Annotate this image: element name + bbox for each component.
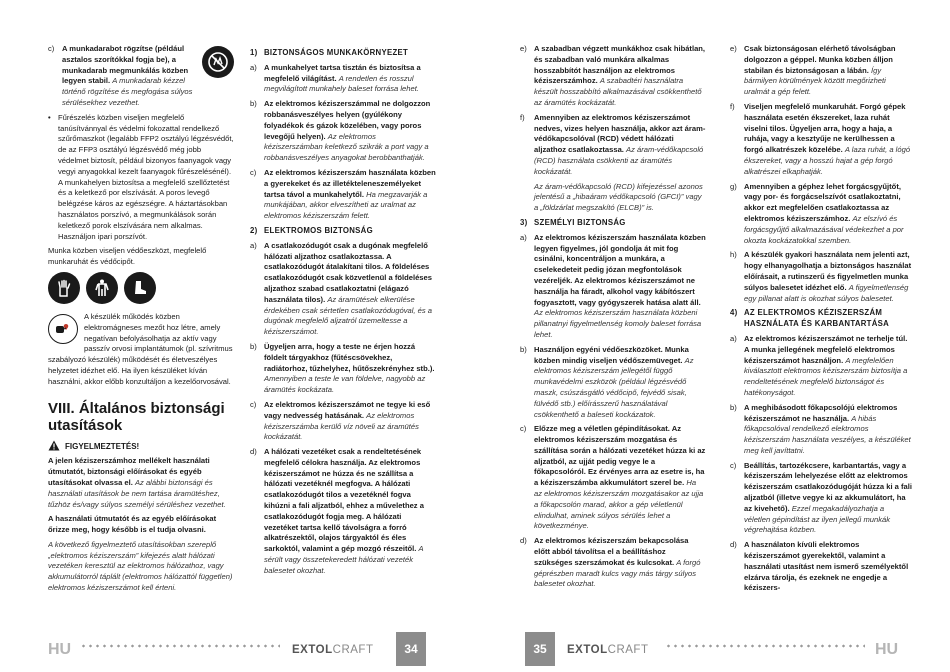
bullet-dot: •: [48, 112, 51, 122]
brand-logo: [292, 644, 373, 656]
item-2c: [250, 400, 436, 443]
item-label: e): [730, 44, 737, 53]
item-bold-text: A hálózati vezetéket csak a rendeltetésének megfelelő célokra használja. Az elektromos kéziszerszámot ne húzza és ne szállítsa a hálózati vezetéknél megfogva. A hálózati csatlakozódugót tilos a vezetéknél fogva kihúzni a fali aljzatból, ehhez a művelethez a csatlakozódugót fogja meg. A hálózati vezetéket tartsa kellő távolságra a forró alkatrészektől, olajos tárgyaktól és éles sarkoktól, valamint a gép mozgó részeitől.: [264, 447, 424, 554]
item-2e: [520, 44, 706, 109]
column-3: [520, 44, 706, 624]
item-1a: [250, 63, 436, 95]
item-italic-text: Az elektromos kéziszerszámban keletkező szikrák a port vagy a robbanásveszélyes anyagokat berobbanthatják.: [264, 131, 429, 163]
item-bold-text: A készülék gyakori használata nem jelenti azt, hogy elhanyagolhatja a biztonságos használat előírásait, a rutinszerű és figyelmetlen munka súlyos balesetet idézhet elő.: [744, 250, 912, 292]
bullet-dust: [48, 113, 234, 243]
item-italic-text: A hibás főkapcsolóval rendelkező elektromos kéziszerszám használata veszélyes, a készüléket meg kell javíttatni.: [744, 413, 911, 455]
boots-icon: [124, 272, 156, 304]
coverall-icon: [86, 272, 118, 304]
warning-label: FIGYELMEZTETÉS!: [65, 441, 140, 451]
item-italic-text: Ha megzavarják a munkájában, akkor elveszítheti az uralmat az elektromos kéziszerszám felett.: [264, 189, 428, 221]
item-italic-text: A figyelmetlenség egy pillanat alatt is okozhat súlyos balesetet.: [744, 282, 909, 303]
item-c: [48, 44, 234, 109]
item-1b: [250, 99, 436, 164]
item-label: b): [250, 341, 257, 351]
item-bold-text: A csatlakozódugót csak a dugónak megfelelő hálózati aljzathoz csatlakoztassa. A csatlakozódugót átalakítani tilos. A földeléses csatlakozódugót csak közvetlenül a földeléses aljzathoz szabad csatlakoztatni (elágazó használata tilos).: [264, 240, 432, 304]
item-label: d): [730, 540, 737, 550]
item-2a: [250, 241, 436, 338]
item-label: c): [730, 460, 737, 470]
item-label: h): [730, 250, 737, 260]
item-label: a): [250, 240, 257, 250]
item-label: b): [520, 344, 527, 354]
gloves-icon: [48, 272, 80, 304]
item-bold-text: Az elektromos kéziszerszámot ne terhelje túl. A munka jellegének megfelelő elektromos kéziszerszámot használjon.: [744, 333, 908, 365]
warning-heading: [48, 440, 234, 455]
item-italic-text: Így bármilyen körülmények között megőrizheti uralmát a gép felett.: [744, 65, 886, 97]
right-page: [475, 0, 950, 672]
item-1c: [250, 168, 436, 222]
section-4-heading: [730, 308, 912, 330]
protective-text: Munka közben viseljen védőeszközt, megfelelő munkaruhát és védőcipőt.: [48, 246, 207, 267]
language-code: HU: [875, 641, 899, 658]
item-label: b): [250, 99, 257, 109]
item-label: a): [250, 62, 257, 72]
item-italic-text: A szabadtéri használatra készült hosszabbító alkalmazásával csökkenthető az áramütés kockázatát.: [534, 76, 702, 107]
implant-warning: [48, 312, 234, 392]
item-label: d): [250, 447, 257, 457]
item-italic-text: A munkadarab kézzel történő rögzítése és megfogása súlyos sérülésekhez vezethet.: [62, 76, 193, 107]
section-number: 2): [250, 225, 258, 235]
brand-name: EXTOL: [292, 644, 333, 656]
warning-bold-text: A jelen kéziszerszámhoz mellékelt használati útmutatót, biztonsági előírásokat és egyéb utasításokat olvassa el.: [48, 456, 210, 487]
item-bold-text: Amennyiben a géphez lehet forgácsgyűjtőt, vagy por- és forgácselszívót csatlakoztatni, akkor ezt megfelelően csatlakoztassa az elektromos kéziszerszámhoz.: [744, 181, 901, 223]
item-bold-text: Az elektromos kéziszerszámmal ne dolgozzon robbanásveszélyes helyen (gyúlékony folyadékok és gázok közelében, vagy poros levegőjű helyen).: [264, 99, 431, 141]
item-label: c): [48, 44, 55, 53]
item-italic-text: A laza ruhát, a lógó ékszereket, vagy a hosszú hajat a gép forgó alkatrészei elkaphatják.: [744, 145, 911, 176]
item-italic-text: Az elszívó és forgácsgyűjtő alkalmazásával védekezhet a por okozta kockázatokkal szemben.: [744, 213, 904, 245]
pacemaker-icon: [48, 314, 78, 344]
implant-text: A készülék működés közben elektromágneses mezőt hoz létre, amely negatívan befolyásolhatja az aktív vagy passzív orvosi implantátumok (pl. szívritmus szabályozó készülék) működését és életveszélyes helyzetet idézhet elő. Ha ilyen készüléket kíván használni, akkor előbb konzultáljon a kezelőorvosával.: [48, 311, 233, 386]
item-4b: [730, 403, 912, 457]
column-2: [250, 44, 436, 624]
section-title-text: AZ ELEKTROMOS KÉZISZERSZÁM HASZNÁLATA ÉS KARBANTARTÁSA: [744, 308, 890, 329]
item-italic-text: Az elektromos kéziszerszám jellegétől függő munkavédelmi eszközök (például légzésvédő maszk, csúszásgátló védőcipő, fejvédő sisak, fülvédő stb.) előírásszerű használatával csökkenthető a baleseti kockázatok.: [534, 355, 694, 419]
section-number: 3): [520, 217, 528, 227]
language-code: HU: [48, 641, 72, 658]
item-3h: [730, 250, 912, 304]
item-label: b): [730, 402, 737, 412]
item-bold-text: Előzze meg a véletlen gépindításokat. Az elektromos kéziszerszám mozgatása és szállítása során a hálózati vezetéket húzza ki az aljzatból, az ujját pedig vegye le a főkapcsolóról. Ez érvényes arra az esetre is, ha a kéziszerszámba akkumulátort szerel be.: [534, 424, 706, 488]
item-italic-text: Az áram-védőkapcsoló (RCD) használata csökkenti az áramütés kockázatát.: [534, 145, 704, 176]
item-bold-text: A szabadban végzett munkákhoz csak hibátlan, és szabadban való munkára alkalmas hosszabbítót használjon az elektromos kéziszerszámhoz.: [534, 44, 706, 86]
item-label: f): [730, 101, 735, 111]
item-label: e): [520, 44, 527, 53]
definition-text: A következő figyelmeztető utasításokban szereplő „elektromos kéziszerszám” kifejezés alatt hálózati vezetéken keresztül az elektromos hálózathoz, vagy akkumulátorról táplált (elektromos hálózattól független) elektromos kéziszerszámot kell érteni.: [48, 539, 233, 593]
section-3-heading: [520, 218, 706, 229]
item-2f: [520, 113, 706, 214]
item-4a: [730, 334, 912, 399]
item-label: g): [730, 181, 737, 191]
item-4d: [730, 540, 912, 594]
item-italic-text: Az elektromos kéziszerszám használata közbeni pillanatnyi figyelmetlenség komoly baleset forrása lehet.: [534, 308, 702, 339]
item-label: a): [520, 232, 527, 242]
item-bold-text: Csak biztonságosan elérhető távolságban dolgozzon a géppel. Munka közben álljon stabilan és biztonságosan a lábán.: [744, 44, 896, 75]
item-3e: [730, 44, 912, 98]
footer-dots: [665, 644, 865, 648]
item-italic-text: Az áramütések elkerülése érdekében csak sértetlen csatlakozódugóval, és a dugónak megfelelő aljzatról üzemeltesse a kéziszerszámot.: [264, 294, 433, 337]
item-label: c): [250, 399, 257, 409]
item-bold-text: Ügyeljen arra, hogy a teste ne érjen hozzá földelt tárgyakhoz (fűtéscsövekhez, radiátorhoz, tűzhelyhez, hűtőszekrényhez stb.).: [264, 341, 435, 373]
column-4: [730, 44, 912, 624]
ppe-icons: [48, 272, 234, 304]
warning-triangle-icon: [48, 440, 60, 455]
item-italic-text: A megfelelően kiválasztott elektromos kéziszerszám biztosítja a rendeltetésének megfelelő biztonságot és hatékonyságot.: [744, 355, 908, 397]
item-bold-text: Az elektromos kéziszerszám bekapcsolása előtt abból távolítsa el a beállításhoz szükséges szerszámokat és kulcsokat.: [534, 536, 689, 567]
item-bold-text: Amennyiben az elektromos kéziszerszámot nedves, vizes helyen használja, akkor azt áram-védőkapcsolóval (RCD) védett hálózati aljzathoz csatlakoztassa.: [534, 112, 706, 155]
section-number: 1): [250, 48, 258, 57]
section-1-heading: [250, 48, 436, 59]
item-bold-text: Az elektromos kéziszerszámot ne tegye ki eső vagy nedvesség hatásának.: [264, 399, 431, 420]
footer-dots: [80, 644, 280, 648]
item-3g: [730, 182, 912, 247]
item-bold-text: Beállítás, tartozékcsere, karbantartás, vagy a kéziszerszám lehelyezése előtt az elektromos kéziszerszám csatlakozódugóját húzza ki a fali aljzatból (illetve vegye ki az akkumulátort, ha az kivehető).: [744, 460, 912, 513]
section-title: VIII. Általános biztonsági utasítások: [48, 399, 225, 434]
item-2b: [250, 342, 436, 396]
item-3d: [520, 536, 706, 590]
section-title-text: SZEMÉLYI BIZTONSÁG: [534, 217, 626, 227]
item-bold-text: Az elektromos kéziszerszám használata közben legyen figyelmes, jól gondolja át mit fog csinálni, koncentráljon a munkára, a cselekedeteit pedig józan megfontolások vezéreljék. Az elektromos kéziszerszámot ne használja ha fáradt, alkohol vagy kábítószert fogyasztott, vagy gyógyszerek hatása alatt áll.: [534, 232, 706, 307]
item-2d: [250, 447, 436, 577]
section-number: 4): [730, 308, 738, 318]
item-italic-text: A rendetlen és rosszul megvilágított munkahely baleset forrása lehet.: [264, 73, 419, 94]
section-2-heading: [250, 226, 436, 237]
item-3c: [520, 424, 706, 532]
page-number: 35: [525, 632, 555, 666]
section-title-text: BIZTONSÁGOS MUNKAKÖRNYEZET: [264, 48, 409, 57]
item-bold-text: Viseljen megfelelő munkaruhát. Forgó gépek használata esetén ékszereket, laza ruhát viselni tilos. Ügyeljen arra, hogy a haja, a ruhája, vagy a kesztyűje ne kerülhessen a forgó alkatrészek közelébe.: [744, 101, 906, 155]
no-hands-icon: [202, 46, 234, 78]
item-note-text: Az áram-védőkapcsoló (RCD) kifejezéssel azonos jelentésű a „hibaáram védőkapcsoló (GFCI)” vagy a „földzárlat megszakító (ELCB)” is.: [534, 181, 703, 213]
brand-name: EXTOL: [567, 644, 608, 656]
item-bold-text: A munkadarabot rögzítse (például asztalos szorítókkal fogja be), a munkadarab megmunkálás közben legyen stabil.: [62, 44, 189, 86]
item-label: f): [520, 112, 525, 122]
item-label: a): [730, 333, 737, 343]
item-bold-text: A munkahelyet tartsa tisztán és biztosítsa a megfelelő világítást.: [264, 62, 421, 83]
item-3f: [730, 102, 912, 178]
item-label: c): [520, 424, 527, 434]
keep-manual-text: A használati útmutatót és az egyéb előírásokat őrizze meg, hogy később is el tudja olvasni.: [48, 514, 217, 535]
item-bold-text: A használaton kívüli elektromos kéziszerszámot gyerekektől, valamint a használati utasítást nem ismerő személyektől elzárva tárolja, és ezeknek ne engedje a kéziszers-: [744, 540, 909, 593]
item-4c: [730, 461, 912, 537]
brand-suffix: CRAFT: [607, 644, 649, 656]
item-italic-text: Az elektromos kéziszerszámba kerülő víz növeli az áramütés kockázatát.: [264, 410, 419, 442]
item-3a: [520, 233, 706, 341]
item-italic-text: Amennyiben a teste le van földelve, nagyobb az áramütés kockázata.: [264, 374, 426, 395]
warning-italic-text: Az alábbi biztonsági és használati utasítások be nem tartása áramütéshez, tűzhöz és/vagy súlyos személyi sérüléshez vezethet.: [48, 477, 226, 509]
item-label: c): [250, 167, 257, 177]
item-label: d): [520, 536, 527, 546]
item-bold-text: A meghibásodott főkapcsolójú elektromos kéziszerszámot ne használja.: [744, 402, 898, 423]
item-italic-text: Ha az elektromos kéziszerszám mozgatásakor az ujja a főkapcsolón marad, akkor a gép véletlenül elindulhat, aminek súlyos sérülés lehet a következménye.: [534, 478, 704, 531]
item-italic-text: A forgó géprészben maradt kulcs vagy más tárgy súlyos balesetet okozhat.: [534, 557, 701, 589]
section-title-text: ELEKTROMOS BIZTONSÁG: [264, 225, 373, 235]
brand-logo: [567, 644, 648, 656]
bullet-text: Fűrészelés közben viseljen megfelelő tanúsítvánnyal és védelmi fokozattal rendelkező szűrőmaszkot (legalább FFP2 osztályú légzésvédőt, de az FFP3 osztályú légzésvédő még jobb védelmet biztosít, például bizonyos faanyagok vagy vegyi anyagokkal kezelt faanyagok fűrészelésénél). A munkahelyen biztosítsa a megfelelő szellőztetést és a keletkező por elszívását. A poros levegő belégzése káros az egészségre. A háztartásokban használatos porszívó, a megmunkálások során keletkező porok elszívására nem alkalmas. Használjon ipari porszívót.: [58, 112, 234, 241]
item-italic-text: Ezzel megakadályozhatja a véletlen gépindítást az ilyen jellegű munkák végrehajtása közben.: [744, 503, 891, 535]
page-number: 34: [396, 632, 426, 666]
item-bold-text: Használjon egyéni védőeszközöket. Munka közben mindig viseljen védőszemüveget.: [534, 344, 689, 365]
item-3b: [520, 345, 706, 421]
item-bold-text: Az elektromos kéziszerszám használata közben a gyerekeket és az illetékteleneszemélyeket tartsa távol a munkahelytől.: [264, 167, 436, 199]
column-1: [48, 44, 234, 624]
item-italic-text: A sérült vagy összetekeredett hálózati vezeték balesetet okozhat.: [264, 544, 424, 575]
brand-suffix: CRAFT: [332, 644, 374, 656]
